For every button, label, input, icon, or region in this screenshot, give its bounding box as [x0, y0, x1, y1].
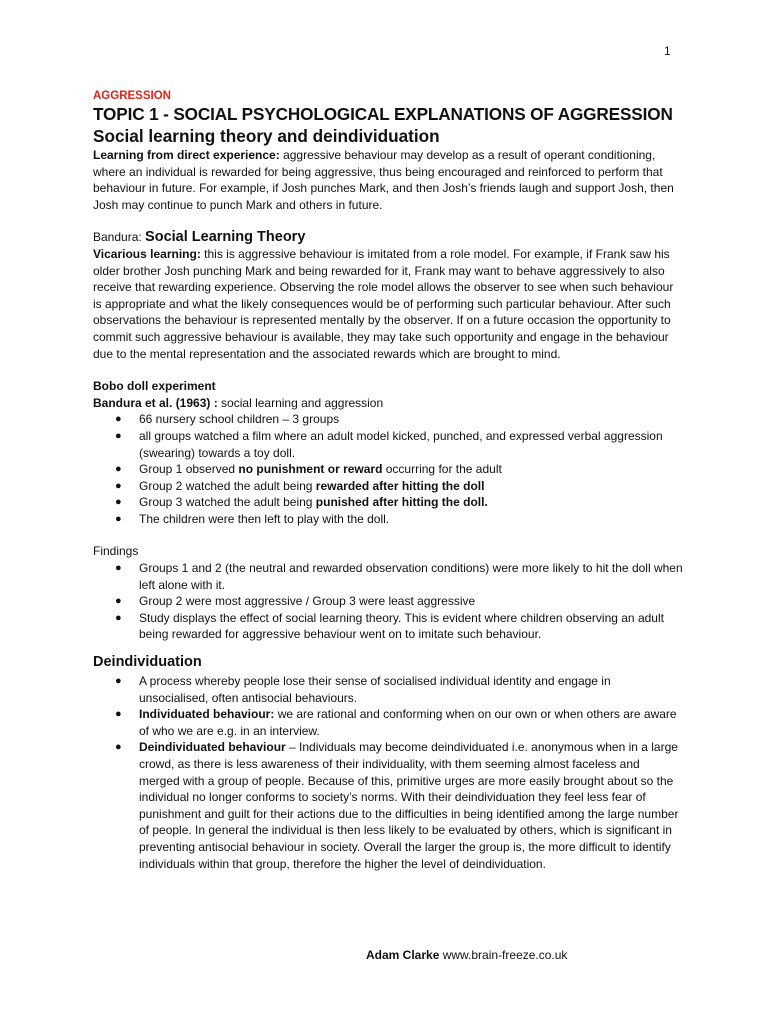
direct-experience-paragraph: [93, 147, 683, 213]
footer-author: Adam Clarke: [366, 948, 440, 962]
list-item: ● Individuated behaviour: we are rational and conforming when on our own or when others are aware of who we are e.g. in an interview.: [115, 707, 677, 738]
bullet-icon: ●: [115, 708, 122, 721]
footer-site-link[interactable]: www.brain-freeze.co.uk: [439, 948, 568, 962]
bullet-icon: ●: [115, 675, 122, 688]
subject-label: AGGRESSION: [93, 90, 171, 102]
bobo-list: [93, 411, 683, 527]
bullet-icon: ●: [115, 595, 122, 608]
slt-title: Social Learning Theory: [145, 229, 306, 246]
slt-prefix: Bandura:: [93, 230, 146, 245]
findings-list: [93, 560, 683, 643]
bullet-icon: ●: [115, 562, 122, 575]
bullet-icon: ●: [115, 429, 122, 442]
list-item: ● The children were then left to play with the doll.: [115, 511, 390, 526]
list-item: ● all groups watched a film where an adult model kicked, punched, and expressed verbal aggression (swearing) towards a toy doll.: [115, 428, 663, 460]
topic-subtitle: Social learning theory and deindividuation: [93, 126, 440, 146]
deindividuation-heading: Deindividuation: [93, 654, 202, 671]
footer: [366, 948, 567, 962]
vicarious-lead: Vicarious learning:: [93, 246, 201, 261]
bullet-icon: ●: [115, 463, 122, 476]
document-body: [93, 89, 683, 872]
deindividuation-list: [93, 673, 683, 872]
bobo-citation: Bandura et al. (1963) : social learning and aggression: [93, 395, 384, 410]
direct-experience-text: aggressive behaviour may develop as a result of operant conditioning, where an individual is rewarded for being aggressive, thus being encouraged and reinforced to perform that behaviour in future. For example, if Josh punches Mark, and then Josh’s friends laugh and support Josh, then Josh may continue to punch Mark and others in future.: [93, 148, 674, 212]
list-item: ● Group 2 were most aggressive / Group 3 were least aggressive: [115, 594, 476, 609]
list-item: ● 66 nursery school children – 3 groups: [115, 412, 340, 427]
bobo-heading: Bobo doll experiment: [93, 379, 216, 394]
bullet-icon: ●: [115, 741, 122, 754]
vicarious-text: this is aggressive behaviour is imitated from a role model. For example, if Frank saw his older brother Josh punching Mark and being rewarded for it, Frank may want to behave aggressively to also receive that rewarding experience. Observing the role model allows the observer to see when such behaviour is appropriate and what the likely consequences would be of performing such particular behaviour. After such observations the behaviour is represented mentally by the observer. If on a future occasion the opportunity to commit such aggressive behaviour is available, they may take such opportunity and engage in the behaviour due to the mental representation and the associated rewards which are brought to mind.: [93, 246, 674, 361]
bullet-icon: ●: [115, 512, 122, 525]
bullet-icon: ●: [115, 496, 122, 509]
bullet-icon: ●: [115, 413, 122, 426]
direct-experience-lead: Learning from direct experience:: [93, 148, 280, 162]
bullet-icon: ●: [115, 479, 122, 492]
bullet-icon: ●: [115, 611, 122, 624]
vicarious-learning-paragraph: [93, 246, 683, 362]
list-item: ● Groups 1 and 2 (the neutral and rewarded observation conditions) were more likely to hit the doll when left alone with it.: [115, 561, 683, 592]
list-item: ● Group 3 watched the adult being punished after hitting the doll.: [115, 495, 488, 510]
list-item: ● A process whereby people lose their sense of socialised individual identity and engage in unsocialised, often antisocial behaviours.: [115, 674, 611, 705]
topic-title: TOPIC 1 - SOCIAL PSYCHOLOGICAL EXPLANATIONS OF AGGRESSION: [93, 104, 673, 124]
page-number: 1: [664, 44, 671, 58]
list-item: ● Group 2 watched the adult being rewarded after hitting the doll: [115, 478, 485, 493]
list-item: ● Group 1 observed no punishment or reward occurring for the adult: [115, 462, 502, 477]
slt-heading: [93, 229, 683, 246]
list-item: ● Deindividuated behaviour – Individuals may become deindividuated i.e. anonymous when in a large crowd, as there is less awareness of their individuality, with them seeming almost faceless and merged with a group of people. Because of this, primitive urges are more easily brought about so the individual no longer conforms to society’s norms. With their deindividuation they feel less fear of punishment and guilt for their actions due to the difficulties in being identified among the large number of people. In general the individual is then less likely to be evaluated by others, which is significant in preventing antisocial behaviour in society. Overall the larger the group is, the more difficult to identify individuals within that group, therefore the higher the level of deindividuation.: [115, 740, 679, 871]
list-item: ● Study displays the effect of social learning theory. This is evident where children observing an adult being rewarded for aggressive behaviour went on to imitate such behaviour.: [115, 610, 664, 642]
findings-heading: Findings: [93, 544, 139, 559]
